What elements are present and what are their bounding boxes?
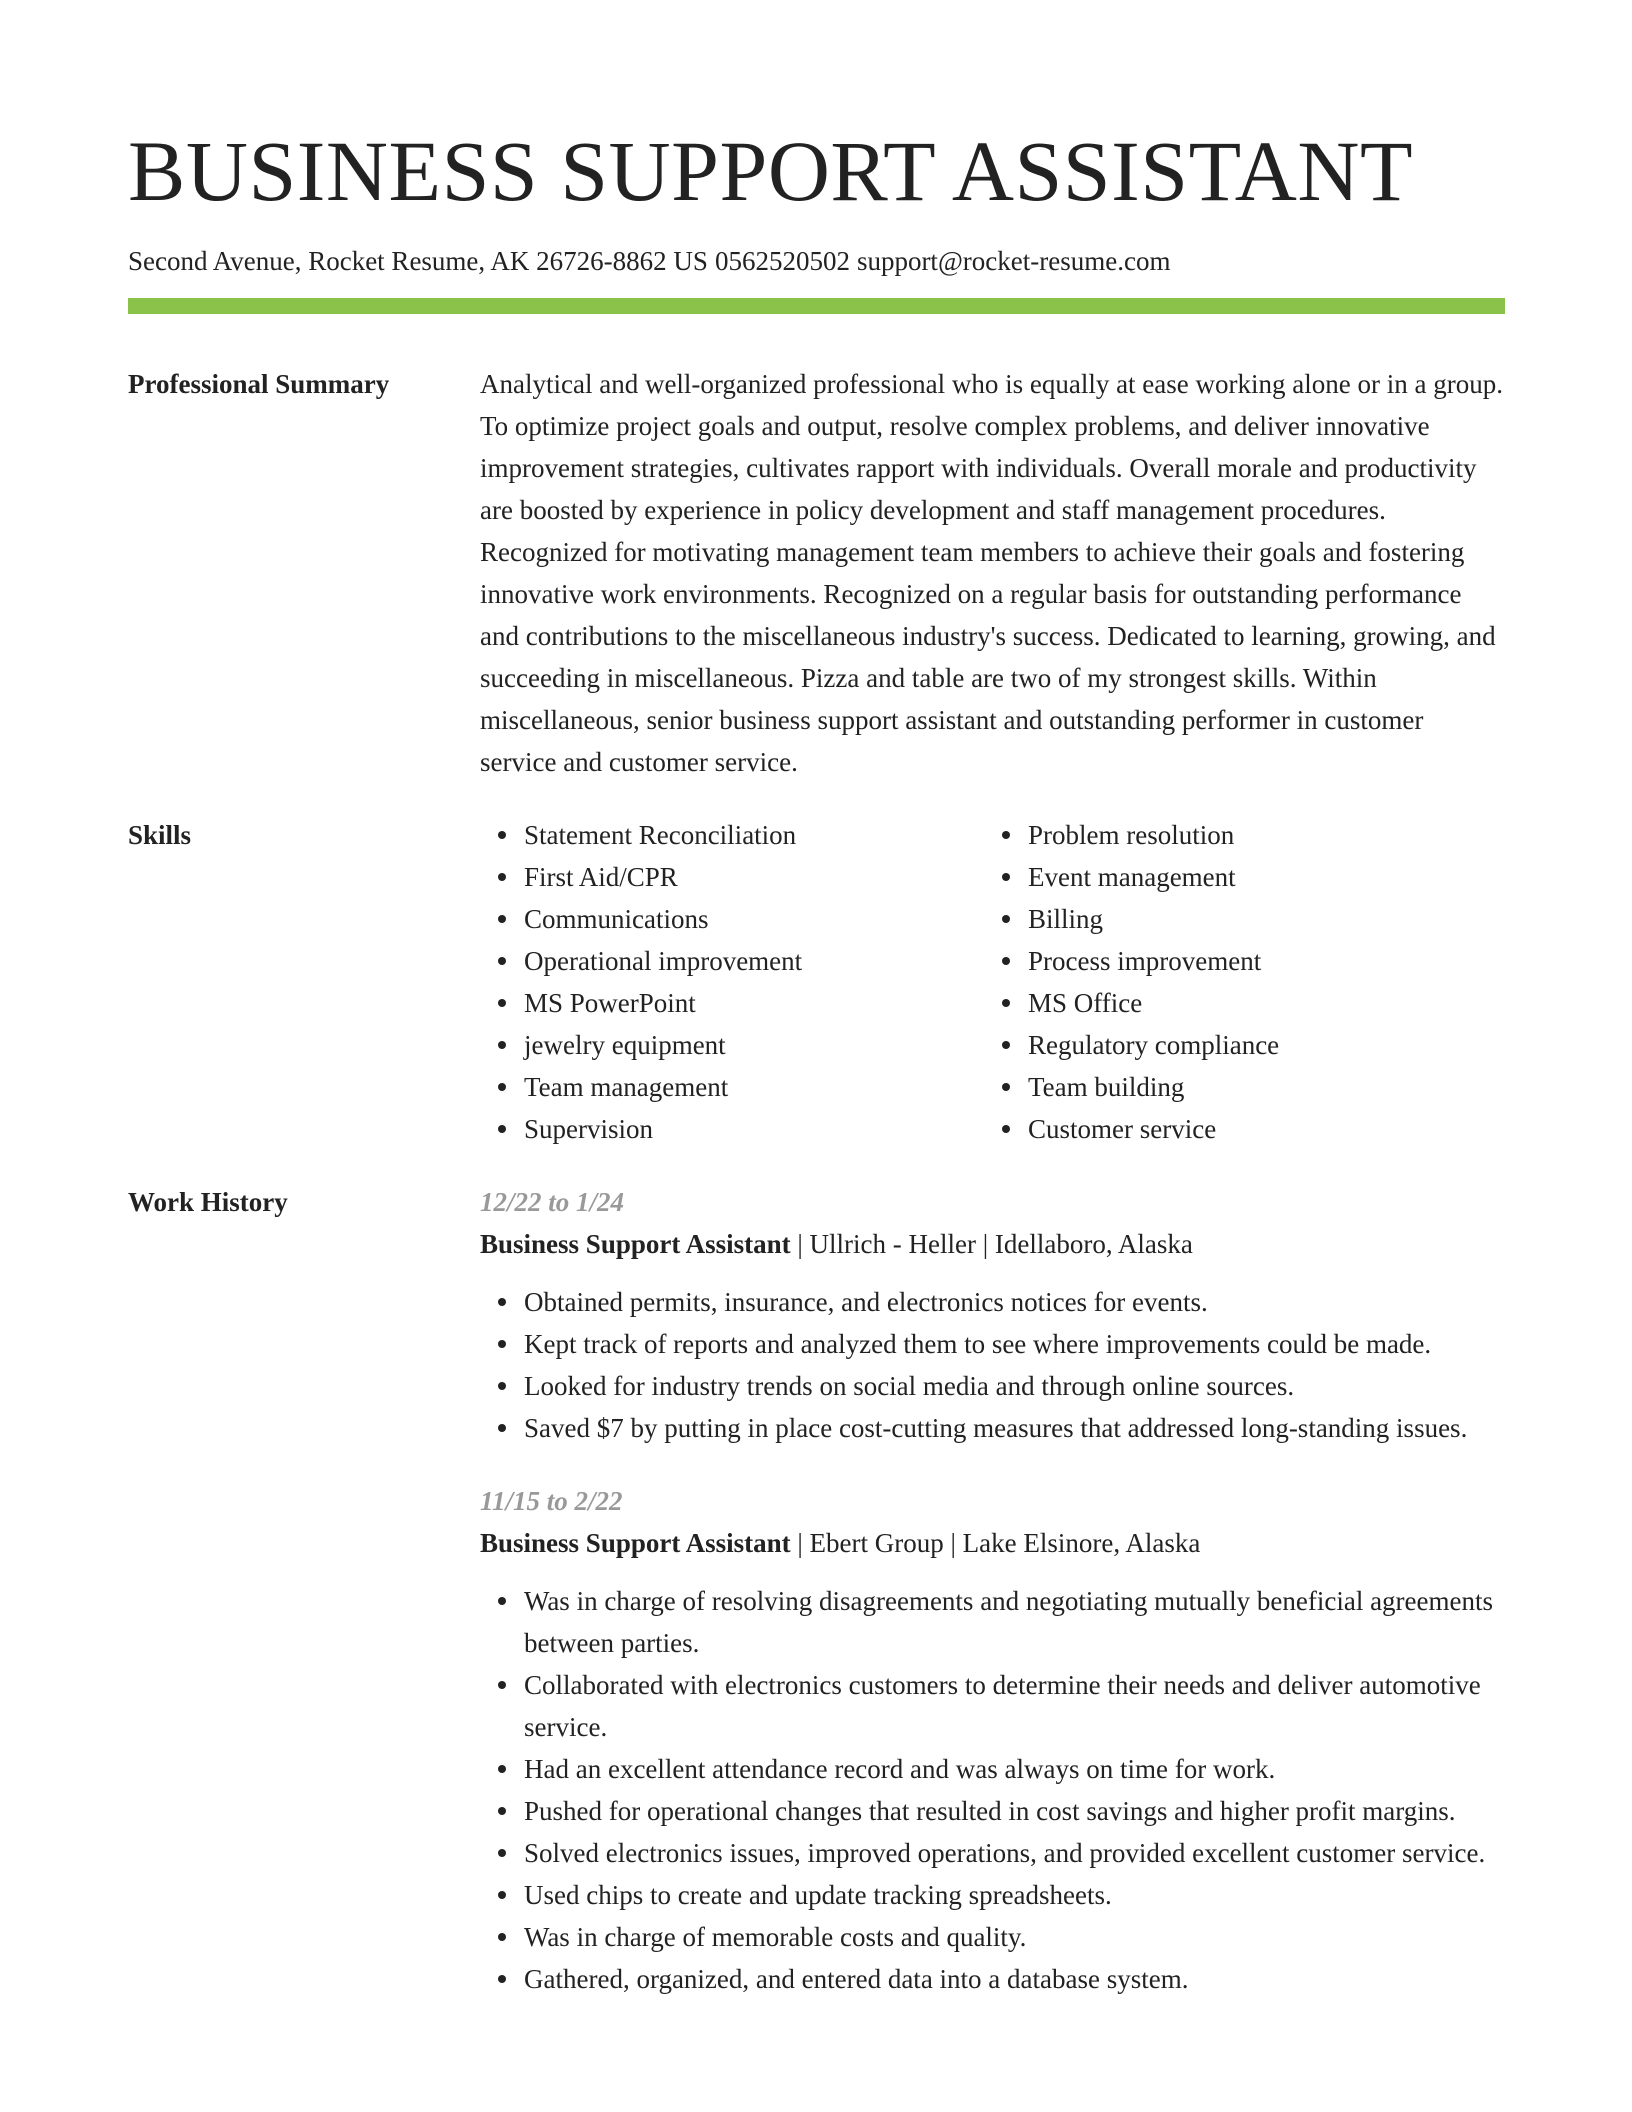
skill-item: Team management [524, 1066, 984, 1108]
job-bullet: Solved electronics issues, improved operations, and provided excellent customer service. [524, 1832, 1505, 1874]
skills-section [128, 814, 1505, 1150]
summary-heading: Professional Summary [128, 369, 390, 399]
skills-body [480, 814, 1505, 1150]
job-bullet: Was in charge of resolving disagreements and negotiating mutually beneficial agreements between parties. [524, 1580, 1505, 1664]
job-employer-location: | Ullrich - Heller | Idellaboro, Alaska [790, 1229, 1193, 1259]
job-bullet: Collaborated with electronics customers to determine their needs and deliver automotive service. [524, 1664, 1505, 1748]
job-dates: 12/22 to 1/24 [480, 1187, 625, 1217]
job-title: Business Support Assistant [480, 1528, 791, 1558]
job-bullets [480, 1580, 1505, 2000]
contact-phone: 0562520502 [714, 246, 850, 276]
job-entry [480, 1181, 1505, 1449]
work-history-body [480, 1181, 1505, 2000]
skill-item: jewelry equipment [524, 1024, 984, 1066]
job-bullets [480, 1281, 1505, 1449]
skill-item: Operational improvement [524, 940, 984, 982]
skill-item: Problem resolution [1028, 814, 1488, 856]
skill-item: Team building [1028, 1066, 1488, 1108]
skill-item: Supervision [524, 1108, 984, 1150]
skill-item: Regulatory compliance [1028, 1024, 1488, 1066]
job-bullet: Was in charge of memorable costs and quality. [524, 1916, 1505, 1958]
job-bullet: Gathered, organized, and entered data into a database system. [524, 1958, 1505, 2000]
job-bullet: Pushed for operational changes that resulted in cost savings and higher profit margins. [524, 1790, 1505, 1832]
job-bullet: Kept track of reports and analyzed them to see where improvements could be made. [524, 1323, 1505, 1365]
skills-list-left [480, 814, 984, 1150]
job-bullet: Saved $7 by putting in place cost-cutting measures that addressed long-standing issues. [524, 1407, 1505, 1449]
skills-heading: Skills [128, 820, 192, 850]
skill-item: Process improvement [1028, 940, 1488, 982]
job-bullet: Had an excellent attendance record and was always on time for work. [524, 1748, 1505, 1790]
job-bullet: Obtained permits, insurance, and electronics notices for events. [524, 1281, 1505, 1323]
skill-item: Customer service [1028, 1108, 1488, 1150]
job-dates: 11/15 to 2/22 [480, 1486, 623, 1516]
job-bullet: Used chips to create and update tracking spreadsheets. [524, 1874, 1505, 1916]
job-title: Business Support Assistant [480, 1229, 791, 1259]
summary-body [480, 363, 1505, 783]
summary-text: Analytical and well-organized professional who is equally at ease working alone or in a group. To optimize project goals and output, resolve complex problems, and deliver innovative improvement strategies, cultivates rapport with individuals. Overall morale and productivity are boosted by experience in policy development and staff management procedures. Recognized for motivating management team members to achieve their goals and fostering innovative work environments. Recognized on a regular basis for outstanding performance and contributions to the miscellaneous industry's success. Dedicated to learning, growing, and succeeding in miscellaneous. Pizza and table are two of my strongest skills. Within miscellaneous, senior business support assistant and outstanding performer in customer service and customer service. [480, 369, 1503, 777]
skill-item: Statement Reconciliation [524, 814, 984, 856]
job-entry [480, 1480, 1505, 2000]
contact-line [128, 244, 1505, 278]
skill-item: MS PowerPoint [524, 982, 984, 1024]
work-history-heading: Work History [128, 1187, 288, 1217]
skills-list-right [984, 814, 1488, 1150]
skill-item: First Aid/CPR [524, 856, 984, 898]
job-employer-location: | Ebert Group | Lake Elsinore, Alaska [790, 1528, 1201, 1558]
contact-address: Second Avenue, Rocket Resume, AK 26726-8862 US [128, 246, 708, 276]
resume-page [128, 0, 1505, 2000]
job-heading [480, 1223, 1505, 1265]
skill-item: Event management [1028, 856, 1488, 898]
skill-item: MS Office [1028, 982, 1488, 1024]
job-heading [480, 1522, 1505, 1564]
summary-section [128, 363, 1505, 783]
contact-email[interactable]: support@rocket-resume.com [856, 246, 1171, 276]
skill-item: Communications [524, 898, 984, 940]
work-history-section [128, 1181, 1505, 2000]
skill-item: Billing [1028, 898, 1488, 940]
job-bullet: Looked for industry trends on social media and through online sources. [524, 1365, 1505, 1407]
resume-name: BUSINESS SUPPORT ASSISTANT [128, 123, 1413, 219]
accent-divider [128, 298, 1505, 314]
